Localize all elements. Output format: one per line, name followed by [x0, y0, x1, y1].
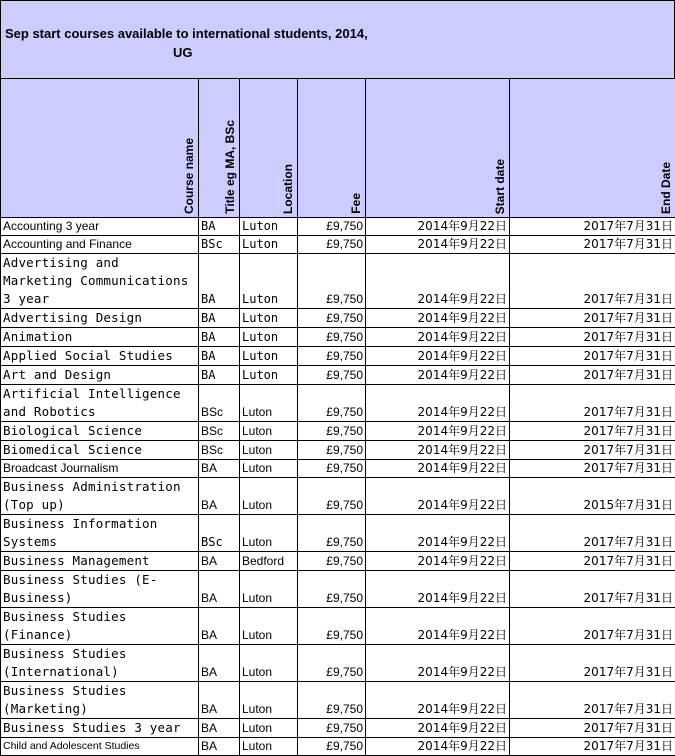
table-row	[1, 441, 675, 460]
title-cell[interactable]: BA	[199, 218, 240, 236]
start-date-cell[interactable]: 2014年9月22日	[366, 236, 510, 254]
start-date-cell[interactable]: 2014年9月22日	[366, 422, 510, 441]
end-date-cell[interactable]: 2017年7月31日	[510, 719, 675, 738]
fee-cell[interactable]: £9,750	[298, 738, 366, 756]
fee-cell[interactable]: £9,750	[298, 460, 366, 478]
table-row	[1, 309, 675, 328]
location-cell[interactable]: Luton	[240, 347, 298, 366]
title-cell[interactable]: BSc	[199, 385, 240, 422]
header-row	[1, 79, 675, 218]
fee-cell[interactable]: £9,750	[298, 236, 366, 254]
fee-cell[interactable]: £9,750	[298, 719, 366, 738]
header-title[interactable]: Title eg MA, BSc	[199, 79, 240, 218]
table-row	[1, 254, 675, 309]
course-name-cell[interactable]: Biological Science	[1, 422, 199, 441]
title-cell[interactable]: BA	[199, 571, 240, 608]
course-name-cell[interactable]: Business Studies (Marketing)	[1, 682, 199, 719]
location-cell[interactable]: Bedford	[240, 552, 298, 571]
course-name-cell[interactable]: Business Studies (International)	[1, 645, 199, 682]
table-row	[1, 478, 675, 515]
title-cell[interactable]: BSc	[199, 515, 240, 552]
end-date-cell[interactable]: 2017年7月31日	[510, 309, 675, 328]
start-date-cell[interactable]: 2014年9月22日	[366, 645, 510, 682]
start-date-cell[interactable]: 2014年9月22日	[366, 552, 510, 571]
start-date-cell[interactable]: 2014年9月22日	[366, 309, 510, 328]
header-fee[interactable]: Fee	[298, 79, 366, 218]
title-cell[interactable]: BA	[199, 719, 240, 738]
course-name-cell[interactable]: Artificial Intelligence and Robotics	[1, 385, 199, 422]
start-date-cell[interactable]: 2014年9月22日	[366, 254, 510, 309]
fee-cell[interactable]: £9,750	[298, 254, 366, 309]
fee-cell[interactable]: £9,750	[298, 422, 366, 441]
location-cell[interactable]: Luton	[240, 478, 298, 515]
course-name-cell[interactable]: Business Studies 3 year	[1, 719, 199, 738]
location-cell[interactable]: Luton	[240, 460, 298, 478]
location-cell[interactable]: Luton	[240, 645, 298, 682]
location-cell[interactable]: Luton	[240, 441, 298, 460]
header-end-date[interactable]: End Date	[510, 79, 675, 218]
header-course-name[interactable]: Course name	[1, 79, 199, 218]
location-cell[interactable]: Luton	[240, 218, 298, 236]
title-cell[interactable]: BSc	[199, 441, 240, 460]
course-name-cell[interactable]: Business Information Systems	[1, 515, 199, 552]
table-row	[1, 460, 675, 478]
start-date-cell[interactable]: 2014年9月22日	[366, 515, 510, 552]
end-date-cell[interactable]: 2017年7月31日	[510, 422, 675, 441]
table-row	[1, 236, 675, 254]
table-row	[1, 645, 675, 682]
location-cell[interactable]: Luton	[240, 385, 298, 422]
table-row	[1, 552, 675, 571]
fee-cell[interactable]: £9,750	[298, 347, 366, 366]
table-row	[1, 347, 675, 366]
fee-cell[interactable]: £9,750	[298, 515, 366, 552]
table-row	[1, 738, 675, 756]
sheet-title	[0, 0, 675, 79]
fee-cell[interactable]: £9,750	[298, 218, 366, 236]
fee-cell[interactable]: £9,750	[298, 552, 366, 571]
end-date-cell[interactable]: 2017年7月31日	[510, 645, 675, 682]
course-name-cell[interactable]: Accounting 3 year	[1, 218, 199, 236]
title-cell[interactable]: BA	[199, 738, 240, 756]
course-name-cell[interactable]: Business Studies (Finance)	[1, 608, 199, 645]
title-cell[interactable]: BA	[199, 254, 240, 309]
location-cell[interactable]: Luton	[240, 254, 298, 309]
location-cell[interactable]: Luton	[240, 515, 298, 552]
course-name-cell[interactable]: Advertising and Marketing Communications 3 year	[1, 254, 199, 309]
course-name-cell[interactable]: Business Administration (Top up)	[1, 478, 199, 515]
start-date-cell[interactable]: 2014年9月22日	[366, 608, 510, 645]
end-date-cell[interactable]: 2017年7月31日	[510, 571, 675, 608]
course-name-cell[interactable]: Art and Design	[1, 366, 199, 385]
title-cell[interactable]: BSc	[199, 236, 240, 254]
location-cell[interactable]: Luton	[240, 571, 298, 608]
end-date-cell[interactable]: 2017年7月31日	[510, 441, 675, 460]
fee-cell[interactable]: £9,750	[298, 645, 366, 682]
fee-cell[interactable]: £9,750	[298, 478, 366, 515]
title-line-2: UG	[173, 45, 193, 60]
start-date-cell[interactable]: 2014年9月22日	[366, 738, 510, 756]
course-name-cell[interactable]: Broadcast Journalism	[1, 460, 199, 478]
end-date-cell[interactable]: 2017年7月31日	[510, 347, 675, 366]
fee-cell[interactable]: £9,750	[298, 682, 366, 719]
title-cell[interactable]: BA	[199, 460, 240, 478]
title-cell[interactable]: BSc	[199, 422, 240, 441]
title-line-1: Sep start courses available to international students, 2014,	[5, 26, 368, 41]
location-cell[interactable]: Luton	[240, 682, 298, 719]
course-name-cell[interactable]: Accounting and Finance	[1, 236, 199, 254]
fee-cell[interactable]: £9,750	[298, 385, 366, 422]
table-row	[1, 571, 675, 608]
fee-cell[interactable]: £9,750	[298, 571, 366, 608]
table-row	[1, 422, 675, 441]
course-name-cell[interactable]: Business Studies (E-Business)	[1, 571, 199, 608]
start-date-cell[interactable]: 2014年9月22日	[366, 347, 510, 366]
end-date-cell[interactable]: 2017年7月31日	[510, 366, 675, 385]
fee-cell[interactable]: £9,750	[298, 441, 366, 460]
end-date-cell[interactable]: 2017年7月31日	[510, 218, 675, 236]
fee-cell[interactable]: £9,750	[298, 328, 366, 347]
table-row	[1, 608, 675, 645]
course-name-cell[interactable]: Advertising Design	[1, 309, 199, 328]
title-cell[interactable]: BA	[199, 478, 240, 515]
location-cell[interactable]: Luton	[240, 328, 298, 347]
courses-table	[0, 78, 675, 756]
start-date-cell[interactable]: 2014年9月22日	[366, 218, 510, 236]
end-date-cell[interactable]: 2017年7月31日	[510, 682, 675, 719]
start-date-cell[interactable]: 2014年9月22日	[366, 478, 510, 515]
fee-cell[interactable]: £9,750	[298, 608, 366, 645]
table-row	[1, 515, 675, 552]
start-date-cell[interactable]: 2014年9月22日	[366, 441, 510, 460]
header-start-date[interactable]: Start date	[366, 79, 510, 218]
title-cell[interactable]: BA	[199, 645, 240, 682]
header-location[interactable]: Location	[240, 79, 298, 218]
end-date-cell[interactable]: 2017年7月31日	[510, 515, 675, 552]
end-date-cell[interactable]: 2017年7月31日	[510, 460, 675, 478]
table-row	[1, 682, 675, 719]
title-cell[interactable]: BA	[199, 608, 240, 645]
location-cell[interactable]: Luton	[240, 608, 298, 645]
course-name-cell[interactable]: Biomedical Science	[1, 441, 199, 460]
end-date-cell[interactable]: 2017年7月31日	[510, 608, 675, 645]
start-date-cell[interactable]: 2014年9月22日	[366, 366, 510, 385]
table-row	[1, 366, 675, 385]
course-name-cell[interactable]: Animation	[1, 328, 199, 347]
table-row	[1, 328, 675, 347]
start-date-cell[interactable]: 2014年9月22日	[366, 719, 510, 738]
location-cell[interactable]: Luton	[240, 236, 298, 254]
location-cell[interactable]: Luton	[240, 719, 298, 738]
table-row	[1, 719, 675, 738]
location-cell[interactable]: Luton	[240, 309, 298, 328]
table-row	[1, 218, 675, 236]
end-date-cell[interactable]: 2017年7月31日	[510, 328, 675, 347]
fee-cell[interactable]: £9,750	[298, 309, 366, 328]
end-date-cell[interactable]: 2015年7月31日	[510, 478, 675, 515]
title-cell[interactable]: BA	[199, 552, 240, 571]
end-date-cell[interactable]: 2017年7月31日	[510, 254, 675, 309]
end-date-cell[interactable]: 2017年7月31日	[510, 385, 675, 422]
title-cell[interactable]: BA	[199, 682, 240, 719]
course-name-cell[interactable]: Business Management	[1, 552, 199, 571]
location-cell[interactable]: Luton	[240, 422, 298, 441]
start-date-cell[interactable]: 2014年9月22日	[366, 571, 510, 608]
title-cell[interactable]: BA	[199, 347, 240, 366]
fee-cell[interactable]: £9,750	[298, 366, 366, 385]
title-cell[interactable]: BA	[199, 328, 240, 347]
title-cell[interactable]: BA	[199, 309, 240, 328]
start-date-cell[interactable]: 2014年9月22日	[366, 460, 510, 478]
location-cell[interactable]: Luton	[240, 738, 298, 756]
course-name-cell[interactable]: Child and Adolescent Studies	[1, 738, 199, 756]
end-date-cell[interactable]: 2017年7月31日	[510, 738, 675, 756]
start-date-cell[interactable]: 2014年9月22日	[366, 682, 510, 719]
start-date-cell[interactable]: 2014年9月22日	[366, 385, 510, 422]
end-date-cell[interactable]: 2017年7月31日	[510, 552, 675, 571]
course-name-cell[interactable]: Applied Social Studies	[1, 347, 199, 366]
start-date-cell[interactable]: 2014年9月22日	[366, 328, 510, 347]
title-cell[interactable]: BA	[199, 366, 240, 385]
table-row	[1, 385, 675, 422]
location-cell[interactable]: Luton	[240, 366, 298, 385]
end-date-cell[interactable]: 2017年7月31日	[510, 236, 675, 254]
